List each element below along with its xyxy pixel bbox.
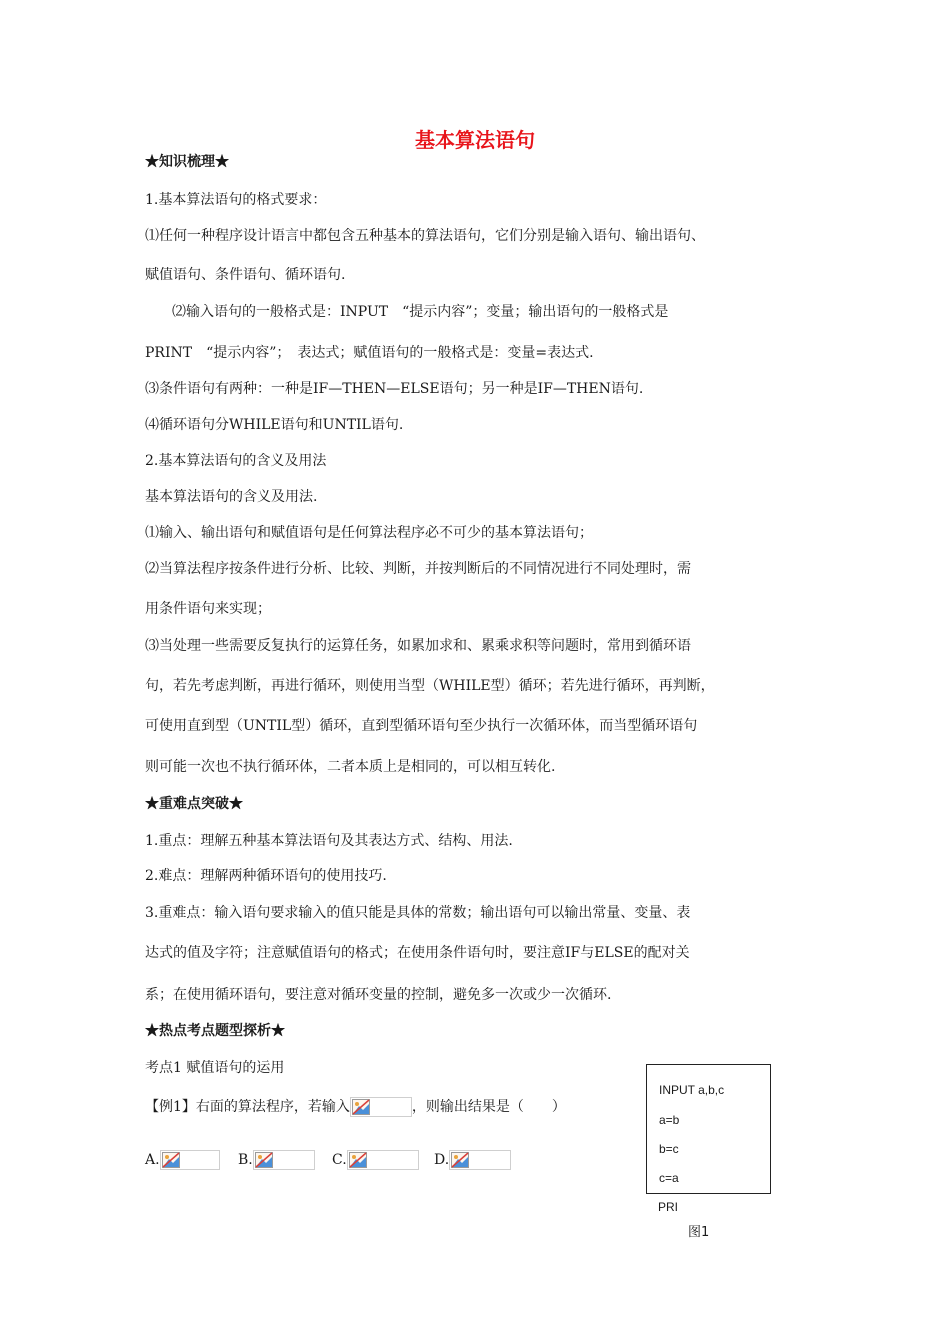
- paragraph: ⑵当算法程序按条件进行分析、比较、判断，并按判断后的不同情况进行不同处理时，需: [145, 561, 691, 577]
- paragraph: ⑷循环语句分WHILE语句和UNTIL语句.: [145, 417, 404, 433]
- paragraph: 句，若先考虑判断，再进行循环，则使用当型（WHILE型）循环；若先进行循环，再判断，: [145, 678, 715, 694]
- option-b-label: B.: [238, 1152, 253, 1168]
- code-line: INPUT a,b,c: [659, 1083, 725, 1097]
- paragraph: 2.基本算法语句的含义及用法: [145, 453, 327, 469]
- paragraph: ⑶条件语句有两种：一种是IF—THEN—ELSE语句；另一种是IF—THEN语句.: [145, 381, 644, 397]
- paragraph: 系；在使用循环语句，要注意对循环变量的控制，避免多一次或少一次循环.: [145, 987, 612, 1003]
- option-b: [238, 1150, 315, 1170]
- paragraph: 2.难点：理解两种循环语句的使用技巧.: [145, 868, 387, 884]
- program-code-box: [646, 1064, 771, 1194]
- paragraph: ⑴任何一种程序设计语言中都包含五种基本的算法语句，它们分别是输入语句、输出语句、: [145, 228, 705, 244]
- broken-image-icon: [451, 1152, 469, 1168]
- paragraph: ⑶当处理一些需要反复执行的运算任务，如累加求和、累乘求积等问题时，常用到循环语: [145, 638, 691, 654]
- paragraph: PRINT “提示内容”； 表达式；赋值语句的一般格式是：变量=表达式.: [145, 345, 594, 361]
- option-a: [145, 1150, 220, 1170]
- code-line-truncated: PRI: [658, 1200, 679, 1214]
- topic-label: 考点1 赋值语句的运用: [145, 1060, 285, 1076]
- code-line: a=b: [659, 1113, 680, 1127]
- paragraph: 用条件语句来实现；: [145, 601, 271, 617]
- option-b-image: [253, 1150, 315, 1170]
- paragraph: ⑵输入语句的一般格式是：INPUT “提示内容”；变量；输出语句的一般格式是: [172, 304, 669, 320]
- paragraph: 则可能一次也不执行循环体，二者本质上是相同的，可以相互转化.: [145, 759, 556, 775]
- code-line: b=c: [659, 1142, 679, 1156]
- broken-image-icon: [349, 1152, 367, 1168]
- broken-image-icon: [162, 1152, 180, 1168]
- paragraph: 赋值语句、条件语句、循环语句.: [145, 267, 346, 283]
- example-text-pre: 【例1】右面的算法程序，若输入: [145, 1099, 350, 1115]
- section-heading-hotspots: ★热点考点题型探析★: [145, 1023, 285, 1039]
- option-a-image: [160, 1150, 220, 1170]
- page-title: 基本算法语句: [415, 128, 535, 152]
- paragraph: 基本算法语句的含义及用法.: [145, 489, 318, 505]
- code-line: c=a: [659, 1171, 679, 1185]
- paragraph: 达式的值及字符；注意赋值语句的格式；在使用条件语句时，要注意IF与ELSE的配对关: [145, 945, 690, 961]
- broken-image-icon: [255, 1152, 273, 1168]
- section-heading-difficulty: ★重难点突破★: [145, 796, 243, 812]
- paragraph: 1.重点：理解五种基本算法语句及其表达方式、结构、用法.: [145, 833, 513, 849]
- option-c-image: [347, 1150, 419, 1170]
- section-heading-knowledge: ★知识梳理★: [145, 154, 229, 170]
- example-question: [145, 1097, 566, 1117]
- broken-image-icon: [352, 1099, 370, 1115]
- option-d-image: [449, 1150, 511, 1170]
- paragraph: 1.基本算法语句的格式要求：: [145, 192, 327, 208]
- paragraph: 可使用直到型（UNTIL型）循环，直到型循环语句至少执行一次循环体，而当型循环语句: [145, 718, 698, 734]
- input-values-image: [350, 1097, 412, 1117]
- paragraph: 3.重难点：输入语句要求输入的值只能是具体的常数；输出语句可以输出常量、变量、表: [145, 905, 691, 921]
- paragraph: ⑴输入、输出语句和赋值语句是任何算法程序必不可少的基本算法语句；: [145, 525, 593, 541]
- option-d-label: D.: [434, 1152, 450, 1168]
- figure-caption: 图1: [688, 1225, 710, 1240]
- option-a-label: A.: [145, 1152, 160, 1168]
- option-c-label: C.: [332, 1152, 347, 1168]
- option-d: [434, 1150, 511, 1170]
- option-c: [332, 1150, 419, 1170]
- example-text-post: ，则输出结果是（ ）: [411, 1099, 566, 1115]
